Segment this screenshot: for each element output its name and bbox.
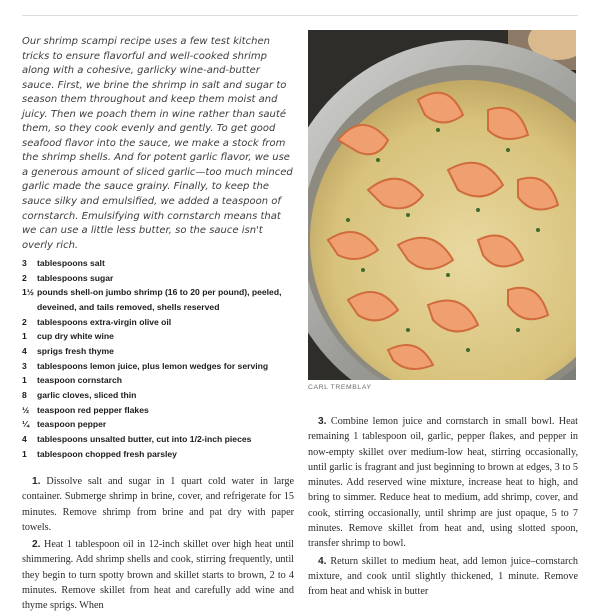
ingredient-text: teaspoon cornstarch — [37, 375, 123, 386]
ingredient-qty: 1 — [22, 375, 27, 386]
step-number: 2. — [32, 539, 41, 551]
ingredient-text: teaspoon pepper — [37, 419, 107, 430]
ingredient-text: tablespoons unsalted butter, cut into 1/2-inch pieces — [37, 433, 252, 444]
step-text: Dissolve salt and sugar in 1 quart cold water in large container. Submerge shrimp in brine, cover, and refrigerate for 15 minutes. Remove shrimp from brine and pat dry with paper towels. — [22, 476, 295, 533]
recipe-intro: Our shrimp scampi recipe uses a few test kitchen tricks to ensure flavorful and well-cooked shrimp along with a cohesive, garlicky wine-and-butter sauce. First, we brine the shrimp in salt and sugar to season them throughout and keep them moist and juicy. Then we poach them in wine rather than sauté them, so they cook evenly and gently. To get good seafood flavor into the sauce, we make a stock from the shrimp shells. And for potent garlic flavor, we use a generous amount of sliced garlic—too much minced garlic made the sauce grainy. Finally, to keep the sauce silky and emulsified, we added a teaspoon of cornstarch. Emulsifying with cornstarch means that we can use a little less butter, so the sauce isn't overly rich. — [22, 36, 293, 251]
ingredient-item — [22, 447, 297, 462]
ingredient-item — [22, 403, 297, 418]
step-4 — [308, 554, 578, 600]
ingredient-qty: 3 — [22, 258, 27, 268]
ingredient-qty: 1 — [22, 331, 27, 342]
ingredient-qty: 2 — [22, 272, 27, 283]
ingredient-text: tablespoons extra-virgin olive oil — [37, 316, 172, 327]
ingredient-text: cup dry white wine — [37, 331, 114, 342]
ingredient-qty: 1 — [22, 448, 27, 459]
ingredient-item — [22, 285, 297, 314]
ingredient-qty: 8 — [22, 389, 27, 400]
ingredient-item — [22, 271, 297, 286]
ingredient-qty: 1½ — [22, 287, 34, 298]
ingredient-item — [22, 256, 297, 271]
ingredient-qty: ¼ — [22, 419, 30, 430]
ingredient-text: teaspoon red pepper flakes — [37, 404, 149, 415]
step-2 — [22, 537, 294, 613]
step-number: 3. — [318, 416, 327, 427]
ingredient-qty: 3 — [22, 360, 27, 371]
ingredient-item — [22, 315, 297, 330]
ingredient-item — [22, 388, 297, 403]
ingredient-qty: 4 — [22, 433, 27, 444]
ingredient-qty: 2 — [22, 316, 27, 327]
photo-credit: CARL TREMBLAY — [308, 384, 372, 391]
ingredient-text: tablespoons sugar — [37, 272, 114, 283]
step-text: Return skillet to medium heat, add lemon juice–cornstarch mixture, and cook until slightly thickened, 1 minute. Remove from heat and whisk in butter — [308, 555, 579, 598]
steps-column-left — [22, 474, 294, 616]
shrimp-scampi-photo — [308, 30, 576, 380]
ingredient-item — [22, 359, 297, 374]
ingredient-item — [22, 432, 297, 447]
step-1 — [22, 474, 294, 535]
ingredient-list — [22, 256, 297, 461]
top-divider — [22, 15, 578, 16]
ingredient-text: garlic cloves, sliced thin — [37, 389, 137, 400]
ingredient-item — [22, 373, 297, 388]
ingredient-qty: ½ — [22, 404, 30, 415]
step-3 — [308, 414, 578, 552]
ingredient-item — [22, 344, 297, 359]
steps-column-right — [308, 414, 578, 602]
ingredient-text: pounds shell-on jumbo shrimp (16 to 20 per pound), peeled, deveined, and tails removed, shells reserved — [37, 287, 282, 312]
step-number: 4. — [318, 555, 327, 567]
ingredient-text: tablespoon chopped fresh parsley — [37, 448, 177, 459]
step-text: Heat 1 tablespoon oil in 12-inch skillet over high heat until shimmering. Add shrimp shells and cook, stirring frequently, until they begin to turn spotty brown and skillet starts to brown, 2 to 4 minutes. Remove skillet from heat and carefully add wine and thyme sprigs. When — [22, 539, 294, 612]
ingredient-qty: 4 — [22, 345, 27, 356]
skillet-illustration — [308, 30, 576, 380]
ingredient-text: sprigs fresh thyme — [37, 345, 114, 356]
ingredient-item — [22, 417, 297, 432]
ingredient-item — [22, 329, 297, 344]
ingredient-text: tablespoons lemon juice, plus lemon wedges for serving — [37, 360, 269, 371]
step-text: Combine lemon juice and cornstarch in small bowl. Heat remaining 1 tablespoon oil, garlic, pepper flakes, and pepper in now-empty skillet over medium-low heat, stirring occasionally, until garlic is fragrant and just beginning to brown at edges, 3 to 5 minutes. Add reserved wine mixture, increase heat to high, and bring to simmer. Reduce heat to medium, add shrimp, cover, and cook, stirring occasionally, until shrimp are just opaque, 5 to 7 minutes. Remove skillet from heat and, using slotted spoon, transfer shrimp to bowl. — [308, 416, 578, 550]
ingredient-text: tablespoons salt — [37, 258, 105, 268]
step-number: 1. — [32, 476, 41, 487]
